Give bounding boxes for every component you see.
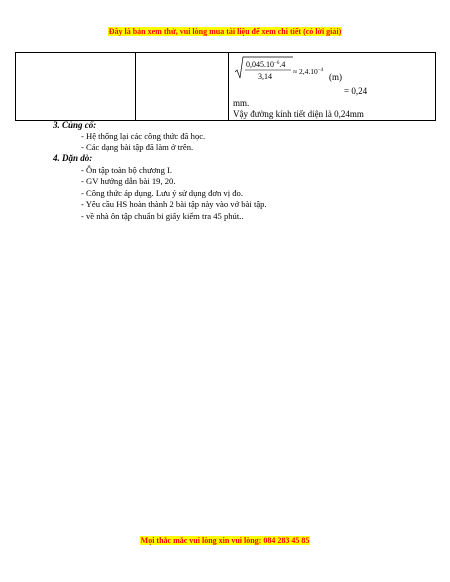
table-cell-empty-2: [136, 53, 229, 121]
table-cell-solution: [229, 53, 436, 121]
list-item: - Yêu cầu HS hoàn thành 2 bài tập này vào vở bài tập.: [81, 199, 267, 209]
contact-banner: Mọi thắc mắc vui lòng xin vui lòng: 084 283 45 85: [140, 536, 310, 545]
list-item: - Ôn tập toàn bộ chương I.: [81, 165, 173, 175]
list-item: - GV hướng dẫn bài 19, 20.: [81, 176, 176, 186]
section-title-dan-do: 4. Dặn dò:: [53, 153, 93, 163]
section-title-cung-co: 3. Củng cố:: [53, 120, 97, 130]
list-item: - Các dạng bài tập đã làm ở trên.: [81, 142, 194, 152]
fraction-numerator: $0,045.10^{-6}.4$: [246, 60, 286, 69]
approx-value: ≈ $2,4.10^{-4}$: [293, 67, 324, 76]
conclusion-text: Vậy đường kính tiết diện là 0,24mm: [233, 109, 364, 119]
preview-notice-banner: Đây là bản xem thử, vui lòng mua tài liệu để xem chi tiết (có lời giải): [108, 27, 342, 36]
result-unit: mm.: [233, 98, 250, 108]
solution-table: [15, 52, 436, 121]
list-item: - Hệ thống lại các công thức đã học.: [81, 131, 206, 141]
fraction-denominator: 3,14: [258, 72, 272, 81]
list-item: - Công thức áp dụng. Lưu ý sử dụng đơn vị đo.: [81, 188, 243, 198]
list-item: - về nhà ôn tập chuẩn bi giấy kiểm tra 45 phút..: [81, 211, 244, 221]
table-cell-empty-1: [16, 53, 136, 121]
result-value: = 0,24: [344, 86, 368, 96]
unit-label: (m): [329, 72, 342, 82]
